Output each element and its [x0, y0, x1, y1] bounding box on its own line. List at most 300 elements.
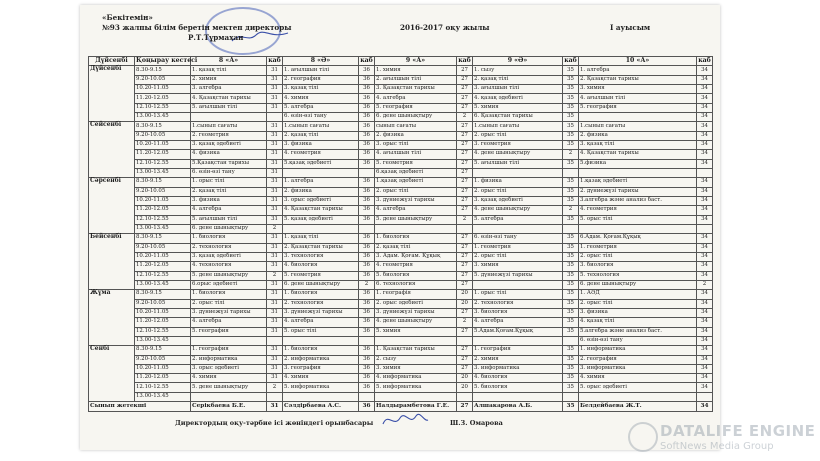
lesson: 6. технология — [375, 280, 457, 289]
lesson: 5. дене шынықтыру — [375, 215, 457, 224]
lesson: 1. географія — [375, 290, 457, 299]
class-teacher-name: Белдейбаева Ж.Т. — [579, 402, 697, 412]
deputy-role: Директордың оқу-тәрбие ісі жөніндегі орынбасары — [175, 419, 374, 427]
col-schedule: Қоңырау кестесі — [136, 57, 198, 65]
lesson: 6.орыс әдебиеті — [191, 280, 267, 289]
lesson: 5. геометрия — [375, 159, 457, 168]
lesson: 1.қазақ әдебиеті — [579, 178, 697, 187]
lesson: 4. алгебра — [473, 318, 563, 327]
lesson: 2. орыс тілі — [473, 252, 563, 261]
lesson: 2. Қазақстан тарихы — [283, 243, 359, 252]
col-8o: 8 «Ә» — [283, 57, 359, 66]
room-number: 31 — [267, 318, 283, 327]
director-name: Р.Т.Тұрмахан — [188, 33, 244, 42]
room-number: 27 — [457, 94, 473, 103]
lesson: 4. дене шынықтыру — [473, 206, 563, 215]
room-number — [359, 336, 375, 345]
room-number: 31 — [267, 66, 283, 75]
room-number: 35 — [563, 66, 579, 75]
table-row — [89, 131, 713, 140]
lesson: 3. қазақ әдебиеті — [191, 140, 267, 149]
lesson: 3. дүниежүзі тарихы — [375, 308, 457, 317]
lesson — [191, 392, 267, 401]
lesson: 1. биология — [191, 290, 267, 299]
lesson: 4. Қазақстан тарихы — [579, 150, 697, 159]
room-number: 31 — [267, 122, 283, 131]
table-row — [89, 252, 713, 261]
lesson: 1. сызу — [473, 66, 563, 75]
lesson: 5. ағылшын тілі — [473, 159, 563, 168]
lesson: 5.алгебра және анализ баст. — [579, 327, 697, 336]
room-number: 36 — [359, 122, 375, 131]
day-name: Жұма — [89, 290, 135, 346]
room-number: 27 — [457, 271, 473, 280]
lesson: 4. геометрия — [283, 150, 359, 159]
lesson: 3. физика — [191, 196, 267, 205]
lesson: 1. ағылшын тілі — [283, 66, 359, 75]
room-number: 34 — [697, 94, 713, 103]
room-number: 20 — [457, 299, 473, 308]
room-number: 34 — [697, 140, 713, 149]
lesson: 3. қазақ әдебиеті — [473, 196, 563, 205]
bell-time: 12.10-12.55 — [135, 327, 191, 336]
lesson: 2. физика — [375, 131, 457, 140]
lesson: 2. технология — [473, 299, 563, 308]
lesson: 1. Қазақстан тарихы — [375, 346, 457, 355]
bell-time: 9.20-10.05 — [135, 243, 191, 252]
room-number: 31 — [267, 131, 283, 140]
lesson: 6. Қазақстан тарихы — [473, 112, 563, 121]
bell-time: 13.00-13.45 — [135, 392, 191, 401]
table-row — [89, 140, 713, 149]
lesson: 1. география — [191, 346, 267, 355]
lesson: 5.физика — [579, 159, 697, 168]
table-row — [89, 178, 713, 187]
col-9a: 9 «А» — [375, 57, 457, 66]
timetable — [88, 56, 713, 412]
lesson: 3. орыс әдебиеті — [283, 196, 359, 205]
room-number — [267, 112, 283, 121]
room-number: 34 — [697, 374, 713, 383]
lesson: 5. алгебра — [473, 215, 563, 224]
room-number: 27 — [457, 355, 473, 364]
approved-label: «Бекітемін» — [102, 13, 153, 22]
room-number: 36 — [359, 271, 375, 280]
deputy-signature — [380, 410, 430, 430]
lesson: 6.қазақ әдебиеті — [375, 168, 457, 177]
lesson — [375, 336, 457, 345]
col-room: каб — [564, 57, 577, 65]
lesson: 5. дене шынықтыру — [191, 271, 267, 280]
lesson — [375, 392, 457, 401]
col-8a: 8 «А» — [191, 57, 267, 66]
table-row — [89, 206, 713, 215]
room-number: 31 — [267, 140, 283, 149]
room-number: 31 — [267, 280, 283, 289]
lesson: 5. информатика — [283, 383, 359, 392]
lesson: 5. информатика — [375, 383, 457, 392]
room-number: 35 — [563, 374, 579, 383]
room-number: 31 — [267, 252, 283, 261]
lesson: 2. қазақ тілі — [191, 187, 267, 196]
lesson: 5. орыс әдебиеті — [579, 383, 697, 392]
lesson: 2. орыс тілі — [473, 187, 563, 196]
room-number: 36 — [359, 159, 375, 168]
bell-time: 11.20-12.05 — [135, 94, 191, 103]
room-number — [457, 224, 473, 233]
room-number — [563, 168, 579, 177]
bell-time: 9.20-10.05 — [135, 355, 191, 364]
lesson: 5.Адам.Қоғам.Құқық — [473, 327, 563, 336]
room-number: 34 — [697, 262, 713, 271]
table-row — [89, 150, 713, 159]
lesson: 3. информатика — [579, 364, 697, 373]
bell-time: 10.20-11.05 — [135, 140, 191, 149]
room-number: 34 — [697, 215, 713, 224]
bell-time: 13.00-13.45 — [135, 112, 191, 121]
lesson: 1. алгебра — [283, 178, 359, 187]
lesson: 5. биология — [473, 383, 563, 392]
class-teacher-label: Сынып жетекші — [89, 402, 191, 412]
bell-time: 8.30-9.15 — [135, 178, 191, 187]
room-number: 34 — [697, 122, 713, 131]
lesson: 2. орыс тілі — [579, 252, 697, 261]
room-number — [457, 392, 473, 401]
room-number: 36 — [359, 355, 375, 364]
bell-time: 8.30-9.15 — [135, 346, 191, 355]
lesson: 3. дүниежүзі тарихы — [191, 308, 267, 317]
class-teacher-name: Алшакарова А.Б. — [473, 402, 563, 412]
timetable-sheet — [80, 5, 720, 450]
room-number — [697, 392, 713, 401]
room-number: 36 — [359, 94, 375, 103]
lesson: 5. орыс тілі — [579, 215, 697, 224]
room-number: 36 — [359, 178, 375, 187]
bell-time: 13.00-13.45 — [135, 280, 191, 289]
room-number: 27 — [457, 187, 473, 196]
lesson — [375, 224, 457, 233]
room-number: 35 — [563, 271, 579, 280]
room-number: 31 — [267, 299, 283, 308]
lesson — [283, 224, 359, 233]
room-number: 36 — [359, 196, 375, 205]
table-row — [89, 280, 713, 289]
lesson: 5. дене шынықтыру — [191, 383, 267, 392]
room-number: 34 — [697, 178, 713, 187]
room-number: 27 — [457, 252, 473, 261]
bell-time: 9.20-10.05 — [135, 131, 191, 140]
room-number: 36 — [359, 374, 375, 383]
room-number: 36 — [359, 112, 375, 121]
lesson — [579, 112, 697, 121]
bell-time: 12.10-12.55 — [135, 159, 191, 168]
room-number: 35 — [563, 103, 579, 112]
room-number: 36 — [359, 364, 375, 373]
room-number: 27 — [457, 168, 473, 177]
room-number: 34 — [697, 234, 713, 243]
bell-time: 8.30-9.15 — [135, 66, 191, 75]
table-row — [89, 103, 713, 112]
room-number: 35 — [563, 243, 579, 252]
lesson: 3. геометрия — [473, 140, 563, 149]
table-row — [89, 346, 713, 355]
table-row — [89, 383, 713, 392]
lesson: 4. алгебра — [375, 206, 457, 215]
class-teacher-name: Серікбаева Б.Е. — [191, 402, 267, 412]
room-number: 31 — [267, 94, 283, 103]
lesson: 2. химия — [473, 355, 563, 364]
room-number: 2 — [697, 280, 713, 289]
day-name: Сейсенбі — [89, 122, 135, 178]
lesson: 4. қазақ тілі — [579, 318, 697, 327]
room-number: 31 — [267, 168, 283, 177]
room-number: 20 — [457, 290, 473, 299]
room-number: 36 — [359, 215, 375, 224]
lesson: 2. орыс тілі — [191, 299, 267, 308]
lesson: 1. қазақ тілі — [191, 66, 267, 75]
room-number — [563, 336, 579, 345]
bell-time: 8.30-9.15 — [135, 234, 191, 243]
room-number — [359, 392, 375, 401]
room-number: 31 — [267, 159, 283, 168]
lesson: 5. ағылшын тілі — [191, 103, 267, 112]
lesson: 4. алгебра — [191, 318, 267, 327]
room-number: 35 — [563, 122, 579, 131]
lesson — [283, 168, 359, 177]
room-number: 35 — [563, 187, 579, 196]
day-name: Бейсенбі — [89, 234, 135, 290]
lesson — [191, 112, 267, 121]
room-number: 36 — [359, 66, 375, 75]
bell-time: 13.00-13.45 — [135, 168, 191, 177]
lesson: 1. қазақ тілі — [283, 234, 359, 243]
lesson: 5. биология — [375, 271, 457, 280]
lesson: 4. Қазақстан тарихы — [283, 206, 359, 215]
lesson: 1.сынып сағаты — [191, 122, 267, 131]
lesson: 1. геометрия — [473, 243, 563, 252]
room-number: 34 — [697, 318, 713, 327]
room-number: 35 — [563, 234, 579, 243]
lesson — [473, 336, 563, 345]
lesson: 1. физика — [473, 178, 563, 187]
lesson: 1. орыс тілі — [191, 178, 267, 187]
header-row — [89, 57, 713, 66]
watermark-subtitle: SoftNews Media Group — [660, 441, 774, 452]
lesson: 4. химия — [579, 374, 697, 383]
watermark-title: DATALIFE ENGINE — [660, 422, 816, 440]
lesson: 5. технология — [579, 271, 697, 280]
day-name: Дүйсенбі — [89, 66, 135, 122]
lesson: 5. геометрия — [283, 271, 359, 280]
lesson: 5. дүниежүзі тарихы — [473, 271, 563, 280]
room-number: 34 — [697, 243, 713, 252]
lesson: 1. химия — [375, 66, 457, 75]
room-number: 27 — [457, 327, 473, 336]
bell-time: 11.20-12.05 — [135, 262, 191, 271]
table-row — [89, 308, 713, 317]
room-number: 31 — [267, 75, 283, 84]
lesson: 3. қазақ тілі — [283, 84, 359, 93]
room-number: 35 — [563, 112, 579, 121]
room-number: 35 — [563, 252, 579, 261]
lesson: 3. физика — [283, 140, 359, 149]
table-row — [89, 364, 713, 373]
lesson: 2. дүниежүзі тарихы — [579, 187, 697, 196]
room-number: 34 — [697, 271, 713, 280]
room-number: 34 — [697, 252, 713, 261]
lesson: 2. орыс әдебиеті — [375, 299, 457, 308]
watermark-logo-icon — [628, 422, 658, 452]
lesson: 4. биология — [283, 262, 359, 271]
table-row — [89, 271, 713, 280]
room-number: 35 — [563, 308, 579, 317]
lesson: 1.қазақ әдебиеті — [375, 178, 457, 187]
lesson — [283, 392, 359, 401]
lesson: 5. география — [375, 103, 457, 112]
room-number: 31 — [267, 364, 283, 373]
room-number: 27 — [457, 196, 473, 205]
lesson: 5. химия — [375, 327, 457, 336]
room-number: 31 — [267, 103, 283, 112]
lesson: 3. орыс тілі — [375, 140, 457, 149]
lesson: 3. химия — [375, 364, 457, 373]
lesson: 4. ағылшын тілі — [375, 150, 457, 159]
room-number: 31 — [267, 346, 283, 355]
room-number: 27 — [457, 66, 473, 75]
room-number: 34 — [697, 66, 713, 75]
school-year: 2016-2017 оқу жылы — [400, 23, 490, 32]
lesson: 1. биология — [283, 346, 359, 355]
room-number: 36 — [359, 318, 375, 327]
room-number: 35 — [563, 402, 579, 412]
bell-time: 9.20-10.05 — [135, 187, 191, 196]
lesson: 1. геометрия — [579, 243, 697, 252]
lesson: 2. орыс тілі — [473, 131, 563, 140]
room-number — [563, 392, 579, 401]
lesson: 3. Қазақстан тарихы — [375, 84, 457, 93]
room-number: 27 — [457, 206, 473, 215]
table-row — [89, 94, 713, 103]
lesson: 4. биология — [473, 374, 563, 383]
table-row — [89, 355, 713, 364]
room-number: 36 — [359, 346, 375, 355]
bell-time: 10.20-11.05 — [135, 196, 191, 205]
bell-time: 8.30-9.15 — [135, 290, 191, 299]
table-row — [89, 159, 713, 168]
room-number: 27 — [457, 131, 473, 140]
room-number: 34 — [697, 103, 713, 112]
lesson — [579, 224, 697, 233]
room-number: 35 — [563, 131, 579, 140]
lesson: 3. ағылшын тілі — [473, 84, 563, 93]
room-number: 34 — [697, 364, 713, 373]
table-row — [89, 392, 713, 401]
room-number: 34 — [697, 327, 713, 336]
room-number: 27 — [457, 140, 473, 149]
lesson: 6. дене шынықтыру — [579, 280, 697, 289]
lesson: 2. физика — [579, 131, 697, 140]
lesson: 2. орыс тілі — [579, 299, 697, 308]
lesson: 5.қазақ әдебиеті — [283, 159, 359, 168]
room-number: 36 — [359, 252, 375, 261]
room-number: 31 — [267, 234, 283, 243]
room-number: 2 — [563, 150, 579, 159]
lesson: 5. алгебра — [283, 103, 359, 112]
lesson: 1. алгебра — [579, 66, 697, 75]
day-name: Сәрсенбі — [89, 178, 135, 234]
col-9o: 9 «Ә» — [473, 57, 563, 66]
room-number: 35 — [563, 346, 579, 355]
col-day: Дүйсенбі — [89, 57, 135, 66]
table-row — [89, 327, 713, 336]
room-number: 27 — [457, 364, 473, 373]
lesson: 1. орыс тілі — [473, 290, 563, 299]
lesson: 6. өзін-өзі тану — [473, 234, 563, 243]
lesson: 4. ағылшын тілі — [579, 94, 697, 103]
room-number: 27 — [457, 308, 473, 317]
lesson: 2. қазақ тілі — [375, 243, 457, 252]
lesson: 6. дене шынықтыру — [375, 112, 457, 121]
room-number: 34 — [697, 84, 713, 93]
room-number: 36 — [359, 131, 375, 140]
room-number: 36 — [359, 262, 375, 271]
table-row — [89, 374, 713, 383]
room-number: 31 — [267, 262, 283, 271]
room-number: 35 — [563, 215, 579, 224]
bell-time: 11.20-12.05 — [135, 318, 191, 327]
room-number: 36 — [359, 234, 375, 243]
room-number: 27 — [457, 243, 473, 252]
room-number: 27 — [457, 262, 473, 271]
table-row — [89, 215, 713, 224]
lesson: 3. биология — [473, 308, 563, 317]
lesson: 4. химия — [283, 94, 359, 103]
room-number: 36 — [359, 75, 375, 84]
bell-time: 13.00-13.45 — [135, 224, 191, 233]
room-number: 34 — [697, 336, 713, 345]
room-number: 34 — [697, 75, 713, 84]
room-number: 31 — [267, 327, 283, 336]
room-number: 35 — [563, 196, 579, 205]
room-number: 2 — [267, 224, 283, 233]
room-number: 31 — [267, 243, 283, 252]
lesson: 3. орыс әдебиеті — [191, 364, 267, 373]
lesson: 5. география — [579, 103, 697, 112]
lesson: 3. биология — [579, 262, 697, 271]
lesson: 3. қазақ әдебиеті — [191, 252, 267, 261]
lesson: 2. химия — [191, 75, 267, 84]
room-number: 36 — [359, 84, 375, 93]
lesson: 4. химия — [283, 374, 359, 383]
lesson: 4. алгебра — [283, 318, 359, 327]
room-number: 31 — [267, 355, 283, 364]
bell-time: 12.10-12.55 — [135, 215, 191, 224]
bell-time: 11.20-12.05 — [135, 206, 191, 215]
room-number: 31 — [267, 374, 283, 383]
room-number: 36 — [359, 402, 375, 412]
room-number: 27 — [457, 178, 473, 187]
col-room: каб — [458, 57, 471, 65]
room-number: 34 — [697, 355, 713, 364]
lesson: 5.Қазақстан тарихы — [191, 159, 267, 168]
room-number: 20 — [457, 383, 473, 392]
room-number: 36 — [359, 206, 375, 215]
lesson — [473, 168, 563, 177]
room-number: 2 — [563, 206, 579, 215]
lesson: 4. Қазақстан тарихы — [191, 94, 267, 103]
lesson: 2. география — [579, 355, 697, 364]
lesson: 2. физика — [283, 187, 359, 196]
